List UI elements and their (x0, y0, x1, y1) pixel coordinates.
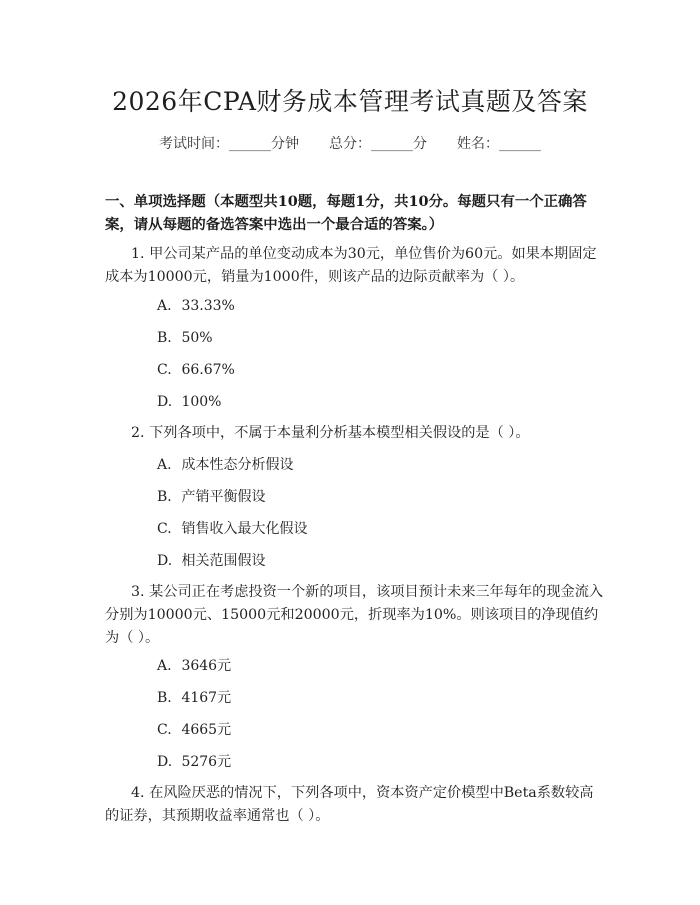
option-letter: B. (157, 489, 172, 505)
exam-info-line (0, 133, 700, 153)
option-letter: D. (157, 394, 173, 410)
option-text: 销售收入最大化假设 (181, 521, 308, 537)
option-2a (157, 455, 293, 475)
option-3a (157, 656, 231, 676)
option-text: 100% (181, 394, 222, 410)
question-1 (105, 243, 605, 289)
option-2b (157, 487, 265, 507)
section-heading: 一、单项选择题（本题型共10题，每题1分，共10分。每题只有一个正确答案，请从每题的备选答案中选出一个最合适的答案。） (105, 193, 587, 233)
option-2d (157, 551, 265, 571)
option-letter: A. (157, 457, 172, 473)
question-2 (105, 422, 605, 445)
question-number: 4. (131, 785, 145, 801)
option-1b (157, 328, 213, 348)
name-field: 姓名：______ (457, 136, 541, 152)
option-letter: D. (157, 754, 173, 770)
option-3c (157, 720, 231, 740)
option-text: 成本性态分析假设 (181, 457, 294, 473)
option-text: 50% (181, 330, 213, 346)
option-text: 4665元 (181, 722, 232, 738)
total-score-field: 总分：______分 (329, 136, 427, 152)
option-text: 5276元 (181, 754, 232, 770)
option-letter: A. (157, 298, 172, 314)
option-letter: B. (157, 330, 172, 346)
option-text: 3646元 (181, 658, 232, 674)
option-letter: D. (157, 553, 173, 569)
option-letter: A. (157, 658, 172, 674)
option-text: 33.33% (181, 298, 235, 314)
option-text: 4167元 (181, 690, 232, 706)
option-1c (157, 360, 235, 380)
option-text: 相关范围假设 (181, 553, 266, 569)
option-3b (157, 688, 231, 708)
option-text: 产销平衡假设 (181, 489, 266, 505)
option-3d (157, 752, 231, 772)
question-text: 某公司正在考虑投资一个新的项目，该项目预计未来三年每年的现金流入分别为10000元、15000元和20000元，折现率为10%。则该项目的净现值约为（ ）。 (105, 584, 604, 646)
question-text: 在风险厌恶的情况下，下列各项中，资本资产定价模型中Beta系数较高的证券，其预期收益率通常也（ ）。 (105, 785, 594, 824)
question-text: 甲公司某产品的单位变动成本为30元，单位售价为60元。如果本期固定成本为10000元，销量为1000件，则该产品的边际贡献率为（ ）。 (105, 246, 597, 285)
option-1a (157, 296, 235, 316)
question-number: 2. (131, 425, 145, 441)
option-letter: C. (157, 362, 172, 378)
option-text: 66.67% (181, 362, 235, 378)
question-number: 3. (131, 584, 145, 600)
question-3 (105, 581, 605, 650)
option-letter: B. (157, 690, 172, 706)
option-letter: C. (157, 521, 172, 537)
option-1d (157, 392, 221, 412)
option-2c (157, 519, 307, 539)
option-letter: C. (157, 722, 172, 738)
question-text: 下列各项中，不属于本量利分析基本模型相关假设的是（ ）。 (149, 425, 530, 441)
exam-time-field: 考试时间：______分钟 (159, 136, 299, 152)
question-number: 1. (131, 246, 145, 262)
question-4 (105, 782, 605, 828)
page-title: 2026年CPA财务成本管理考试真题及答案 (112, 87, 588, 116)
